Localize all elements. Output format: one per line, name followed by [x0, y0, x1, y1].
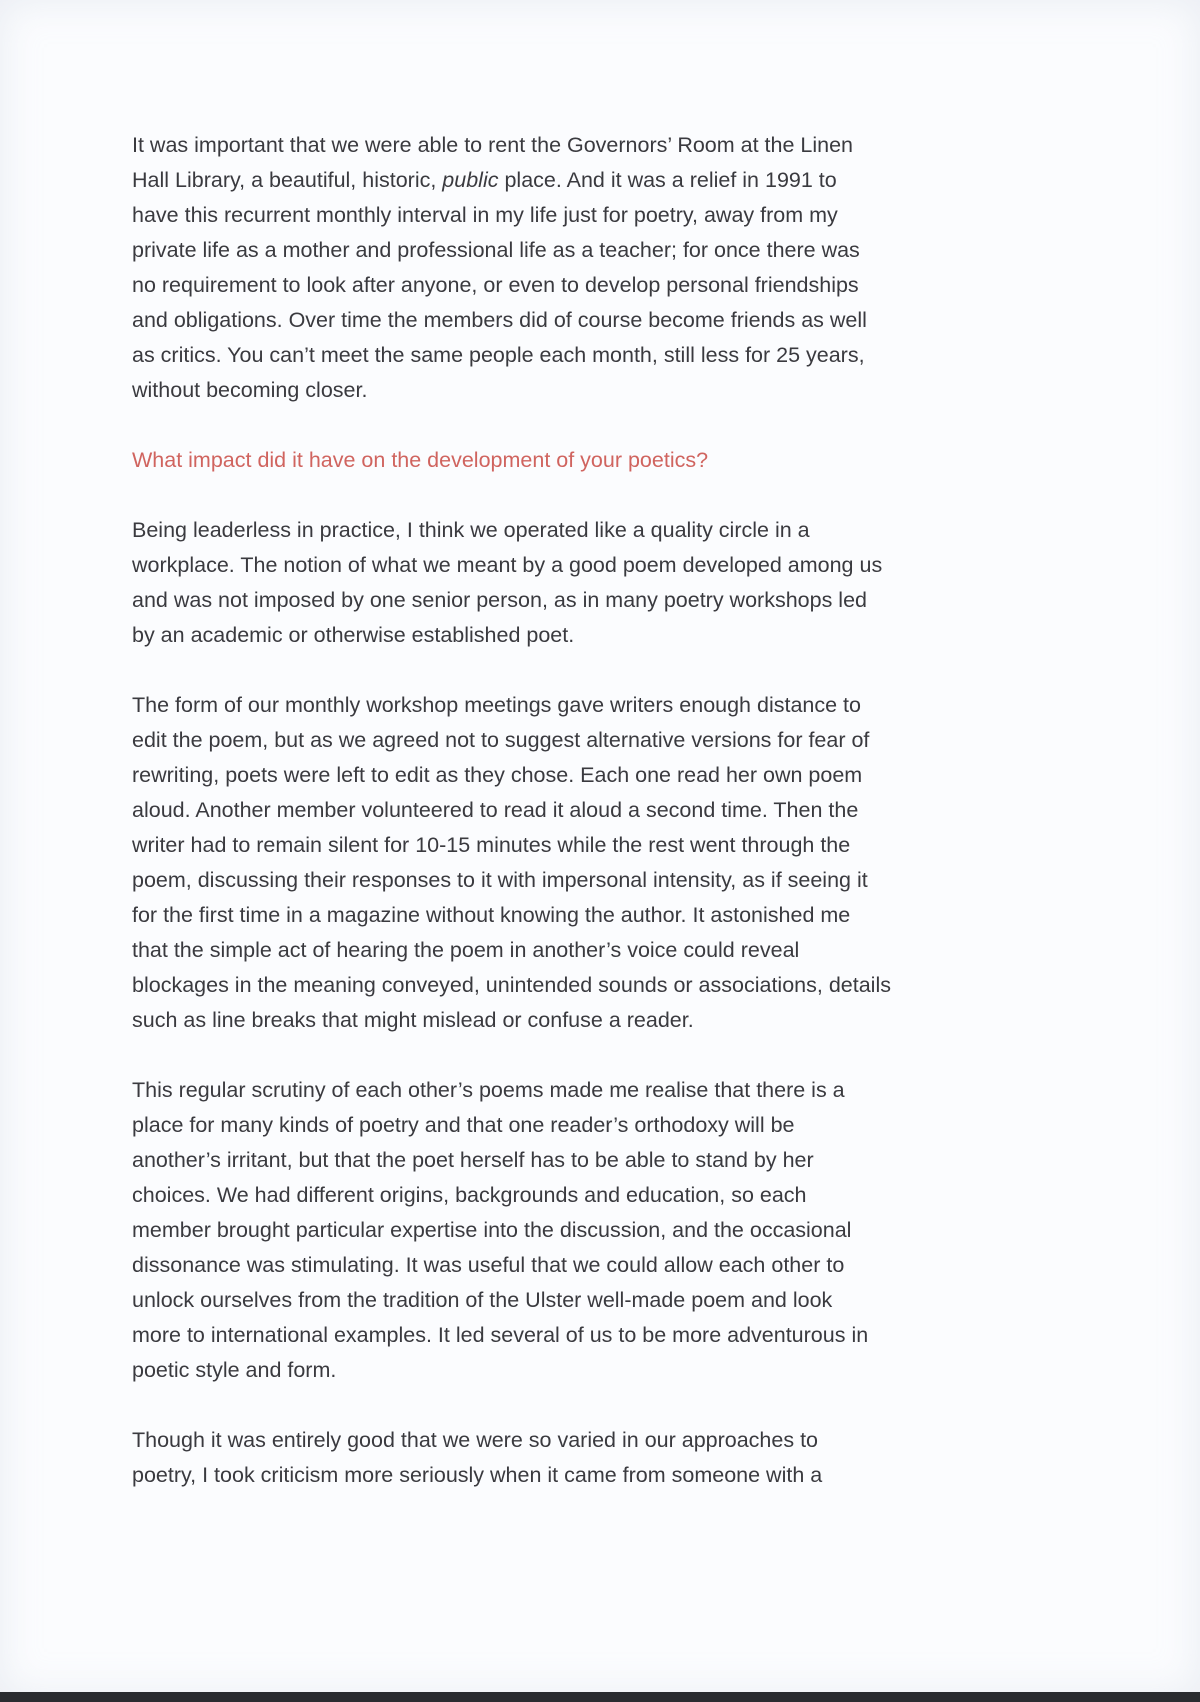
text-line: poetry, I took criticism more seriously when it came from someone with a	[132, 1463, 823, 1487]
text-line: have this recurrent monthly interval in my life just for poetry, away from my	[132, 203, 838, 227]
text-line: Though it was entirely good that we were so varied in our approaches to	[132, 1428, 819, 1452]
section-heading: What impact did it have on the development of your poetics?	[132, 448, 709, 472]
text-line: and obligations. Over time the members did of course become friends as well	[132, 308, 867, 332]
text-line: that the simple act of hearing the poem in another’s voice could reveal	[132, 938, 800, 962]
text-line: as critics. You can’t meet the same people each month, still less for 25 years,	[132, 343, 865, 367]
text-line: dissonance was stimulating. It was useful that we could allow each other to	[132, 1253, 845, 1277]
text-line: This regular scrutiny of each other’s poems made me realise that there is a	[132, 1078, 845, 1102]
paragraph-spacer	[132, 1038, 1092, 1073]
paragraph-5	[132, 1423, 1092, 1493]
scan-bottom-edge	[0, 1692, 1200, 1702]
text-line: writer had to remain silent for 10-15 minutes while the rest went through the	[132, 833, 851, 857]
text-line: such as line breaks that might mislead or confuse a reader.	[132, 1008, 694, 1032]
text-line: The form of our monthly workshop meetings gave writers enough distance to	[132, 693, 861, 717]
text-segment: place. And it was a relief in 1991 to	[498, 168, 837, 192]
text-line: It was important that we were able to rent the Governors’ Room at the Linen	[132, 133, 854, 157]
text-line: blockages in the meaning conveyed, unintended sounds or associations, details	[132, 973, 891, 997]
text-line: for the first time in a magazine without knowing the author. It astonished me	[132, 903, 851, 927]
paragraph-spacer	[132, 478, 1092, 513]
paragraph-spacer	[132, 408, 1092, 443]
text-line: rewriting, poets were left to edit as they chose. Each one read her own poem	[132, 763, 863, 787]
text-line: unlock ourselves from the tradition of the Ulster well-made poem and look	[132, 1288, 833, 1312]
text-segment: Hall Library, a beautiful, historic,	[132, 168, 443, 192]
paragraph-2	[132, 513, 1092, 653]
text-line: another’s irritant, but that the poet herself has to be able to stand by her	[132, 1148, 814, 1172]
text-line: workplace. The notion of what we meant by a good poem developed among us	[132, 553, 883, 577]
text-line: poem, discussing their responses to it with impersonal intensity, as if seeing it	[132, 868, 868, 892]
paragraph-spacer	[132, 653, 1092, 688]
text-line: poetic style and form.	[132, 1358, 337, 1382]
paragraph-spacer	[132, 1388, 1092, 1423]
italic-word: public	[442, 168, 499, 192]
text-line: no requirement to look after anyone, or even to develop personal friendships	[132, 273, 859, 297]
document-body	[132, 128, 1092, 1493]
text-line: aloud. Another member volunteered to read it aloud a second time. Then the	[132, 798, 859, 822]
text-line: Being leaderless in practice, I think we operated like a quality circle in a	[132, 518, 810, 542]
text-line: member brought particular expertise into the discussion, and the occasional	[132, 1218, 852, 1242]
text-line: choices. We had different origins, backgrounds and education, so each	[132, 1183, 807, 1207]
text-line: without becoming closer.	[132, 378, 368, 402]
text-line: private life as a mother and professional life as a teacher; for once there was	[132, 238, 860, 262]
text-line: more to international examples. It led several of us to be more adventurous in	[132, 1323, 869, 1347]
text-line	[132, 163, 1092, 198]
text-line: place for many kinds of poetry and that one reader’s orthodoxy will be	[132, 1113, 795, 1137]
text-line: edit the poem, but as we agreed not to suggest alternative versions for fear of	[132, 728, 870, 752]
paragraph-4	[132, 1073, 1092, 1388]
text-line: and was not imposed by one senior person, as in many poetry workshops led	[132, 588, 867, 612]
text-line: by an academic or otherwise established poet.	[132, 623, 575, 647]
paragraph-1	[132, 128, 1092, 408]
paragraph-3	[132, 688, 1092, 1038]
